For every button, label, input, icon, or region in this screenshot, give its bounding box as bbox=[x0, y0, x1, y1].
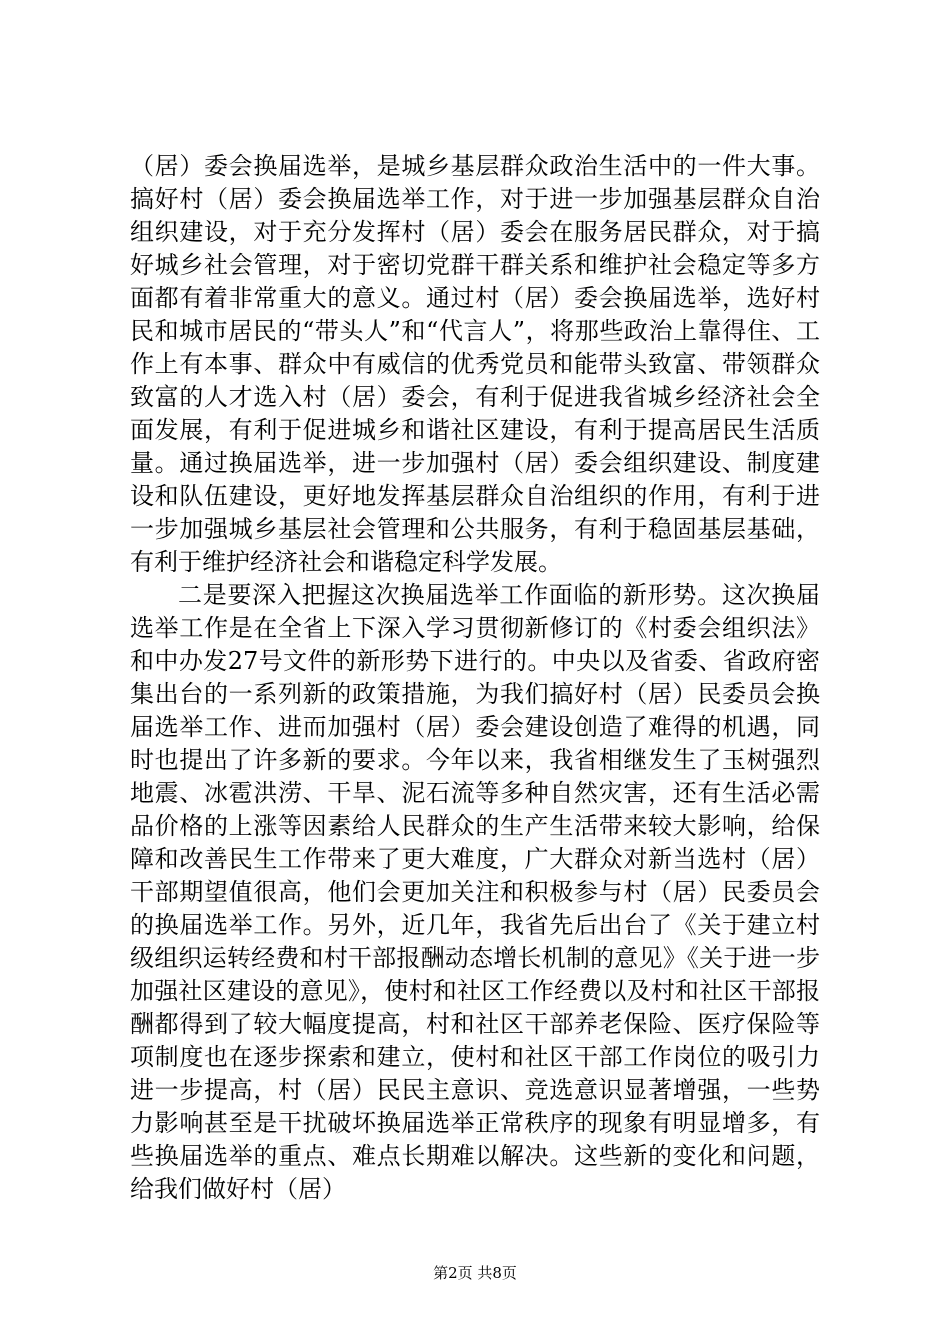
document-body bbox=[130, 150, 820, 1206]
paragraph-2: 二是要深入把握这次换届选举工作面临的新形势。这次换届选举工作是在全省上下深入学习贯彻新修订的《村委会组织法》和中办发27号文件的新形势下进行的。中央以及省委、省政府密集出台的一系列新的政策措施，为我们搞好村（居）民委员会换届选举工作、进而加强村（居）委会建设创造了难得的机遇，同时也提出了许多新的要求。今年以来，我省相继发生了玉树强烈地震、冰雹洪涝、干旱、泥石流等多种自然灾害，还有生活必需品价格的上涨等因素给人民群众的生产生活带来较大影响，给保障和改善民生工作带来了更大难度，广大群众对新当选村（居）干部期望值很高，他们会更加关注和积极参与村（居）民委员会的换届选举工作。另外，近几年，我省先后出台了《关于建立村级组织运转经费和村干部报酬动态增长机制的意见》《关于进一步加强社区建设的意见》，使村和社区工作经费以及村和社区干部报酬都得到了较大幅度提高，村和社区干部养老保险、医疗保险等项制度也在逐步探索和建立，使村和社区干部工作岗位的吸引力进一步提高，村（居）民民主意识、竞选意识显著增强，一些势力影响甚至是干扰破坏换届选举正常秩序的现象有明显增多，有些换届选举的重点、难点长期难以解决。这些新的变化和问题，给我们做好村（居） bbox=[130, 581, 820, 1203]
page-footer: 第2页 共8页 bbox=[433, 1264, 517, 1282]
paragraph-1: （居）委会换届选举，是城乡基层群众政治生活中的一件大事。搞好村（居）委会换届选举工作，对于进一步加强基层群众自治组织建设，对于充分发挥村（居）委会在服务居民群众，对于搞好城乡社会管理，对于密切党群干群关系和维护社会稳定等多方面都有着非常重大的意义。通过村（居）委会换届选举，选好村民和城市居民的“带头人”和“代言人”，将那些政治上靠得住、工作上有本事、群众中有威信的优秀党员和能带头致富、带领群众致富的人才选入村（居）委会，有利于促进我省城乡经济社会全面发展，有利于促进城乡和谐社区建设，有利于提高居民生活质量。通过换届选举，进一步加强村（居）委会组织建设、制度建设和队伍建设，更好地发挥基层群众自治组织的作用，有利于进一步加强城乡基层社会管理和公共服务，有利于稳固基层基础，有利于维护经济社会和谐稳定科学发展。 bbox=[130, 152, 820, 576]
